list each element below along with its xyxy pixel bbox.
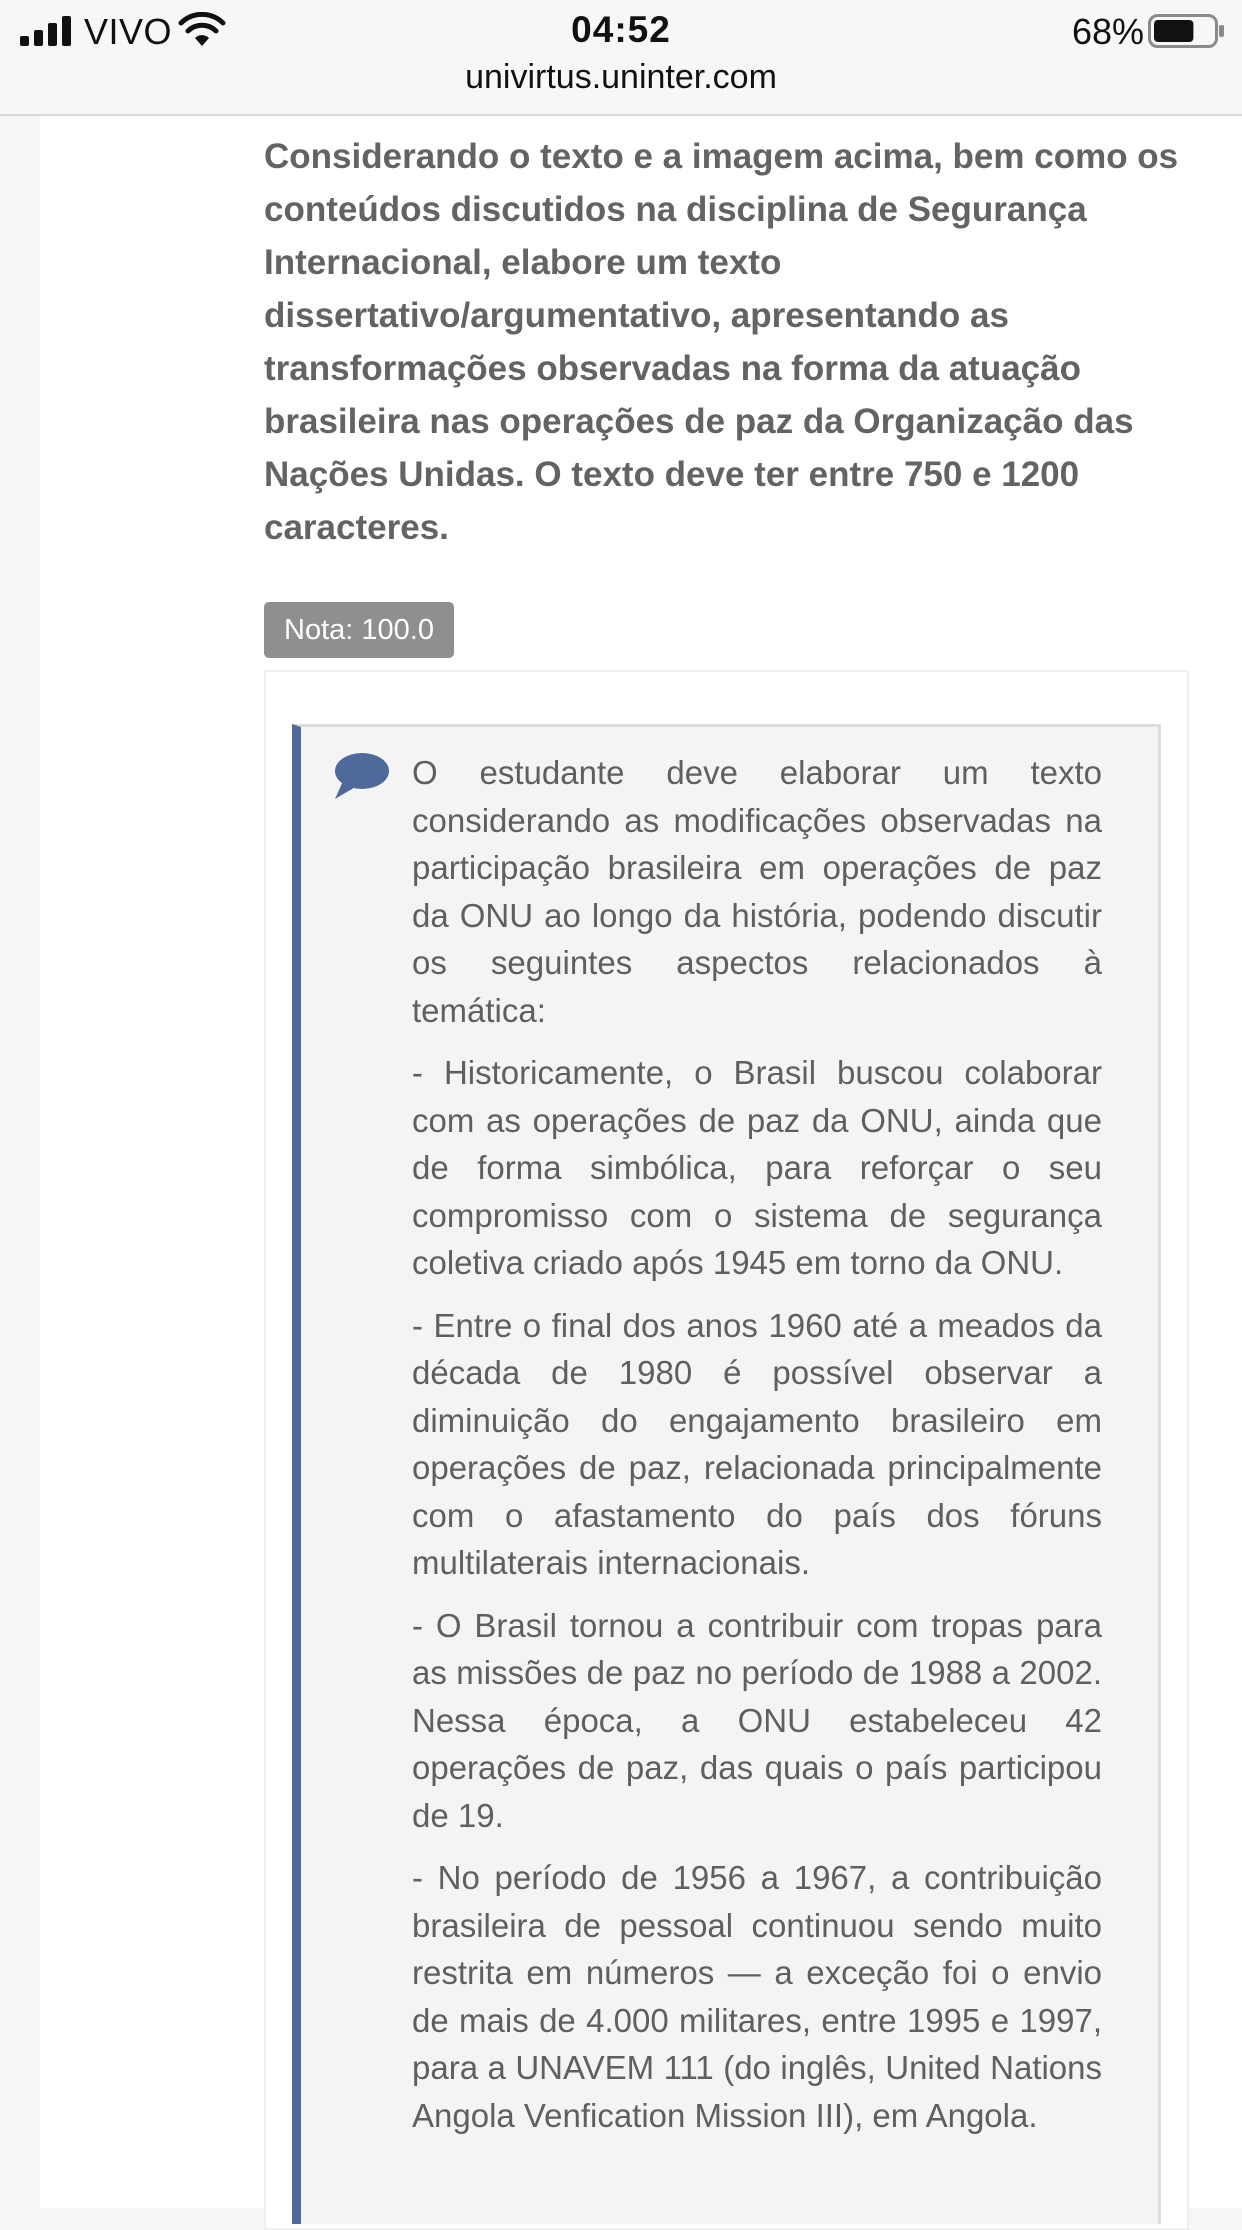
- status-time: 04:52: [571, 9, 671, 50]
- answer-paragraph: - Entre o final dos anos 1960 até a meados da década de 1980 é possível observar a diminuição do engajamento brasileiro em operações de paz, relacionada principalmente com o afastamento do país dos fóruns multilaterais internacionais.: [412, 1306, 1102, 1581]
- answer-feedback-box: [292, 724, 1161, 2224]
- answer-paragraph: - No período de 1956 a 1967, a contribuição brasileira de pessoal continuou sendo muito restrita em números — a exceção foi o envio de mais de 4.000 militares, entre 1995 e 1997, para a UNAVEM 111 (do inglês, United Nations Angola Venfication Mission III), em Angola.: [412, 1859, 1102, 2134]
- address-bar-url[interactable]: univirtus.uninter.com: [465, 58, 777, 96]
- answer-text: [412, 749, 1102, 2154]
- grade-badge: Nota: 100.0: [264, 602, 454, 658]
- battery-percent: 68%: [1071, 11, 1144, 52]
- carrier-name: VIVO: [84, 11, 173, 52]
- question-text: Considerando o texto e a imagem acima, bem como os conteúdos discutidos na disciplina de Segurança Internacional, elabore um texto dissertativo/argumentativo, apresentando as transformações observadas na forma da atuação brasileira nas operações de paz da Organização das Nações Unidas. O texto deve ter entre 750 e 1200 caracteres.: [264, 137, 1179, 547]
- answer-paragraph: - O Brasil tornou a contribuir com tropas para as missões de paz no período de 1988 a 2002. Nessa época, a ONU estabeleceu 42 operações de paz, das quais o país participou de 19.: [412, 1606, 1102, 1834]
- answer-paragraph: O estudante deve elaborar um texto considerando as modificações observadas na participação brasileira em operações de paz da ONU ao longo da história, podendo discutir os seguintes aspectos relacionados à temática:: [412, 754, 1102, 1029]
- comment-icon: [333, 751, 389, 801]
- battery-icon: [1148, 14, 1226, 48]
- page-content: [40, 116, 1242, 2208]
- answer-paragraph: - Historicamente, o Brasil buscou colaborar com as operações de paz da ONU, ainda que de forma simbólica, para reforçar o seu compromisso com o sistema de segurança coletiva criado após 1945 em torno da ONU.: [412, 1054, 1102, 1281]
- browser-top-bar: [0, 0, 1242, 116]
